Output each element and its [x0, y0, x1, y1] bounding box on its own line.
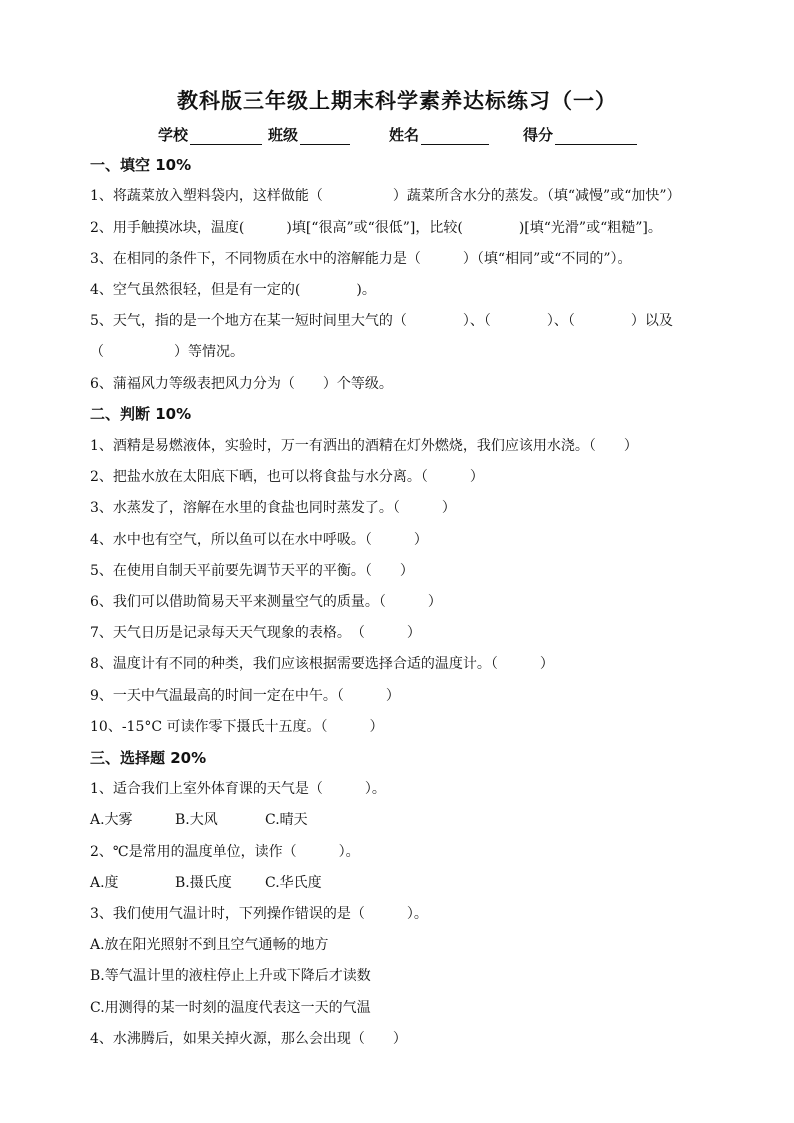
class-blank[interactable]	[300, 128, 350, 145]
page-title: 教科版三年级上期末科学素养达标练习（一）	[177, 89, 617, 113]
school-blank[interactable]	[190, 128, 262, 145]
score-blank[interactable]	[555, 128, 637, 145]
question: 8、温度计有不同的种类，我们应该根据需要选择合适的温度计。（ ）	[90, 656, 554, 672]
question: 5、在使用自制天平前要先调节天平的平衡。（ ）	[90, 563, 414, 579]
section-choice: 三、选择题 20%	[90, 749, 207, 767]
class-label: 班级	[268, 126, 299, 144]
option-c: C.用测得的某一时刻的温度代表这一天的气温	[90, 1000, 371, 1016]
question: 4、水中也有空气，所以鱼可以在水中呼吸。（ ）	[90, 532, 428, 548]
section-fill-in: 一、填空 10%	[90, 156, 192, 174]
question: 2、用手触摸冰块，温度( )填[“很高”或“很低”]，比较( )[填“光滑”或“粗糙”]。	[90, 220, 662, 236]
question: 6、我们可以借助简易天平来测量空气的质量。（ ）	[90, 594, 442, 610]
question: 10、-15°C 可读作零下摄氏十五度。（ ）	[90, 719, 384, 735]
question: 1、将蔬菜放入塑料袋内，这样做能（ ）蔬菜所含水分的蒸发。（填“减慢”或“加快”）	[90, 188, 681, 204]
question: 9、一天中气温最高的时间一定在中午。（ ）	[90, 688, 400, 704]
student-info-row	[0, 124, 794, 144]
name-blank[interactable]	[421, 128, 489, 145]
school-label: 学校	[158, 126, 189, 144]
name-field[interactable]	[389, 124, 489, 145]
school-field[interactable]	[158, 124, 262, 145]
option-c: C.晴天	[265, 812, 308, 828]
question: 3、在相同的条件下，不同物质在水中的溶解能力是（ ）（填“相同”或“不同的”）。	[90, 251, 632, 267]
score-label: 得分	[523, 126, 554, 144]
question: 1、适合我们上室外体育课的天气是（ ）。	[90, 781, 386, 797]
option-b: B.摄氏度	[175, 875, 232, 891]
question-continued: （ ）等情况。	[90, 344, 244, 360]
question: 2、把盐水放在太阳底下晒，也可以将食盐与水分离。（ ）	[90, 469, 484, 485]
question: 1、酒精是易燃液体，实验时，万一有洒出的酒精在灯外燃烧，我们应该用水浇。（ ）	[90, 438, 638, 454]
option-a: A.大雾	[90, 812, 133, 828]
question: 7、天气日历是记录每天天气现象的表格。 （ ）	[90, 625, 421, 641]
option-a: A.放在阳光照射不到且空气通畅的地方	[90, 937, 329, 953]
question: 4、空气虽然很轻，但是有一定的( )。	[90, 282, 376, 298]
question: 3、水蒸发了，溶解在水里的食盐也同时蒸发了。（ ）	[90, 500, 456, 516]
question: 6、蒲福风力等级表把风力分为（ ）个等级。	[90, 376, 393, 392]
question: 4、水沸腾后，如果关掉火源，那么会出现（ ）	[90, 1031, 407, 1047]
question: 3、我们使用气温计时，下列操作错误的是（ ）。	[90, 906, 428, 922]
option-b: B.等气温计里的液柱停止上升或下降后才读数	[90, 968, 371, 984]
class-field[interactable]	[268, 124, 350, 145]
score-field[interactable]	[523, 124, 637, 145]
option-b: B.大风	[175, 812, 218, 828]
question: 5、天气，指的是一个地方在某一短时间里大气的（ ）、（ ）、（ ）以及	[90, 313, 673, 329]
name-label: 姓名	[389, 126, 420, 144]
question: 2、℃是常用的温度单位，读作（ ）。	[90, 844, 360, 860]
option-c: C.华氏度	[265, 875, 322, 891]
option-a: A.度	[90, 875, 119, 891]
section-judge: 二、判断 10%	[90, 405, 192, 423]
